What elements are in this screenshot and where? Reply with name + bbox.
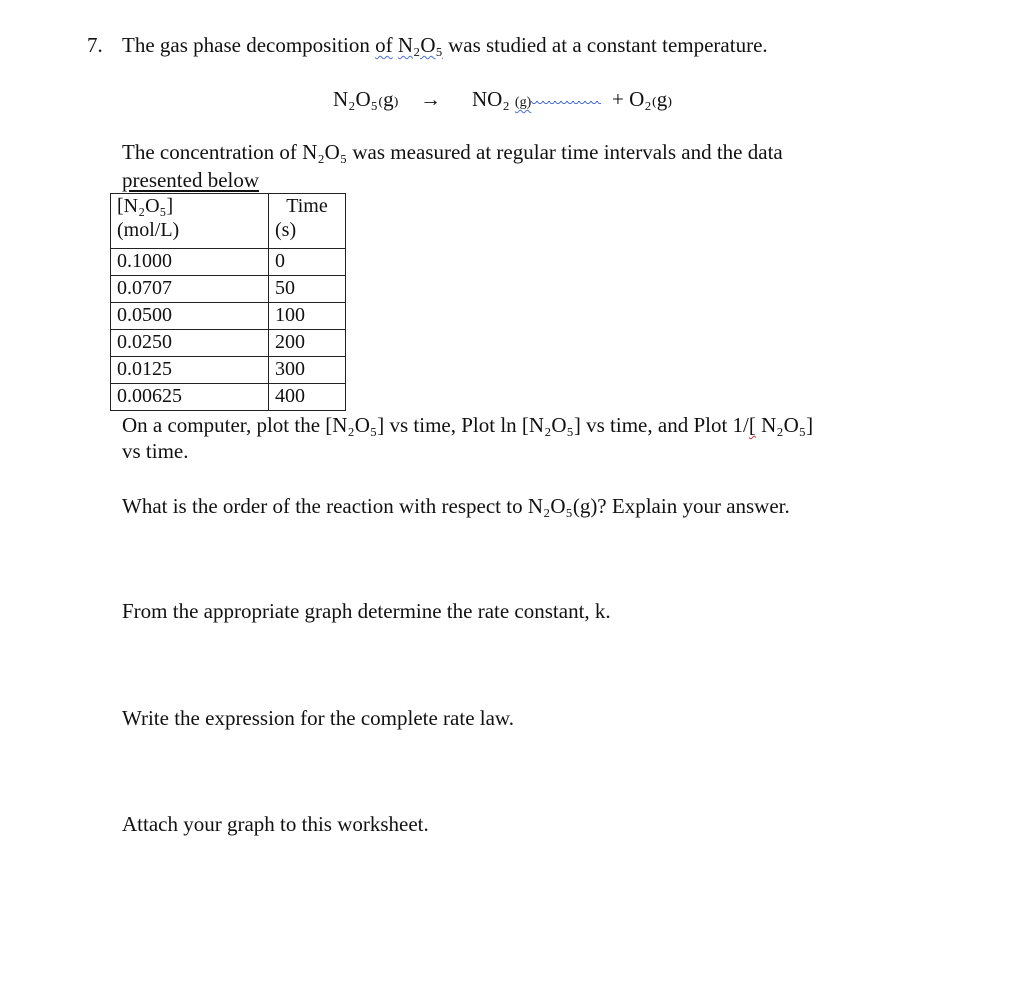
description-line-2: presented below: [122, 168, 260, 192]
header-concentration-label: [N₂O₅]: [117, 195, 174, 217]
question-intro-n2o5: N₂O₅: [397, 33, 443, 57]
cell-concentration: 0.0125: [111, 357, 269, 384]
cell-concentration: 0.0250: [111, 330, 269, 357]
cell-time: 50: [269, 276, 346, 303]
table-row: [111, 330, 346, 357]
equation-plus-o2: + O₂₍g₎: [612, 87, 673, 111]
prompt-rate-constant: From the appropriate graph determine the rate constant, k.: [122, 599, 611, 623]
instructions-text-end: N₂O₅]: [755, 413, 814, 437]
equation-product-no2: [472, 89, 601, 110]
prompt-attach-graph: Attach your graph to this worksheet.: [122, 812, 429, 836]
prompt-rate-law: Write the expression for the complete rate law.: [122, 706, 514, 730]
cell-time: 0: [269, 249, 346, 276]
concentration-time-table: [110, 193, 346, 411]
question-intro-end: was studied at a constant temperature.: [442, 33, 768, 57]
header-concentration-unit: (mol/L): [117, 219, 180, 242]
table-row: [111, 249, 346, 276]
header-concentration: [111, 194, 269, 249]
header-time-unit: (s): [275, 219, 297, 242]
table-row: [111, 384, 346, 411]
instructions-line-2: vs time.: [122, 439, 189, 463]
equation-reactant: N₂O₅₍g₎: [333, 87, 399, 111]
question-intro-start: The gas phase decomposition: [122, 33, 376, 57]
header-time: [269, 194, 346, 249]
equation-arrow: →: [420, 87, 441, 111]
question-intro-of: of: [375, 33, 393, 57]
cell-time: 400: [269, 384, 346, 411]
table-row: [111, 276, 346, 303]
instructions-bracket: [: [748, 413, 756, 437]
header-time-label: Time: [286, 195, 328, 217]
cell-time: 200: [269, 330, 346, 357]
equation-no2-state: (g): [514, 95, 532, 110]
cell-time: 100: [269, 303, 346, 330]
instructions-text: On a computer, plot the [N₂O₅] vs time, Plot ln [N₂O₅] vs time, and Plot 1/: [122, 413, 749, 437]
equation-no2: NO₂: [472, 87, 510, 111]
table-row: [111, 357, 346, 384]
table-row: [111, 303, 346, 330]
description-line-1: The concentration of N₂O₅ was measured at regular time intervals and the data: [122, 140, 783, 164]
table-header-row: [111, 194, 346, 249]
cell-concentration: 0.1000: [111, 249, 269, 276]
cell-concentration: 0.00625: [111, 384, 269, 411]
cell-concentration: 0.0707: [111, 276, 269, 303]
instructions-line-1: [122, 415, 813, 436]
question-intro: [122, 35, 768, 56]
question-number: 7.: [87, 33, 103, 57]
prompt-reaction-order: What is the order of the reaction with respect to N₂O₅(g)? Explain your answer.: [122, 494, 790, 518]
cell-concentration: 0.0500: [111, 303, 269, 330]
cell-time: 300: [269, 357, 346, 384]
spellcheck-squiggle: [531, 101, 601, 107]
